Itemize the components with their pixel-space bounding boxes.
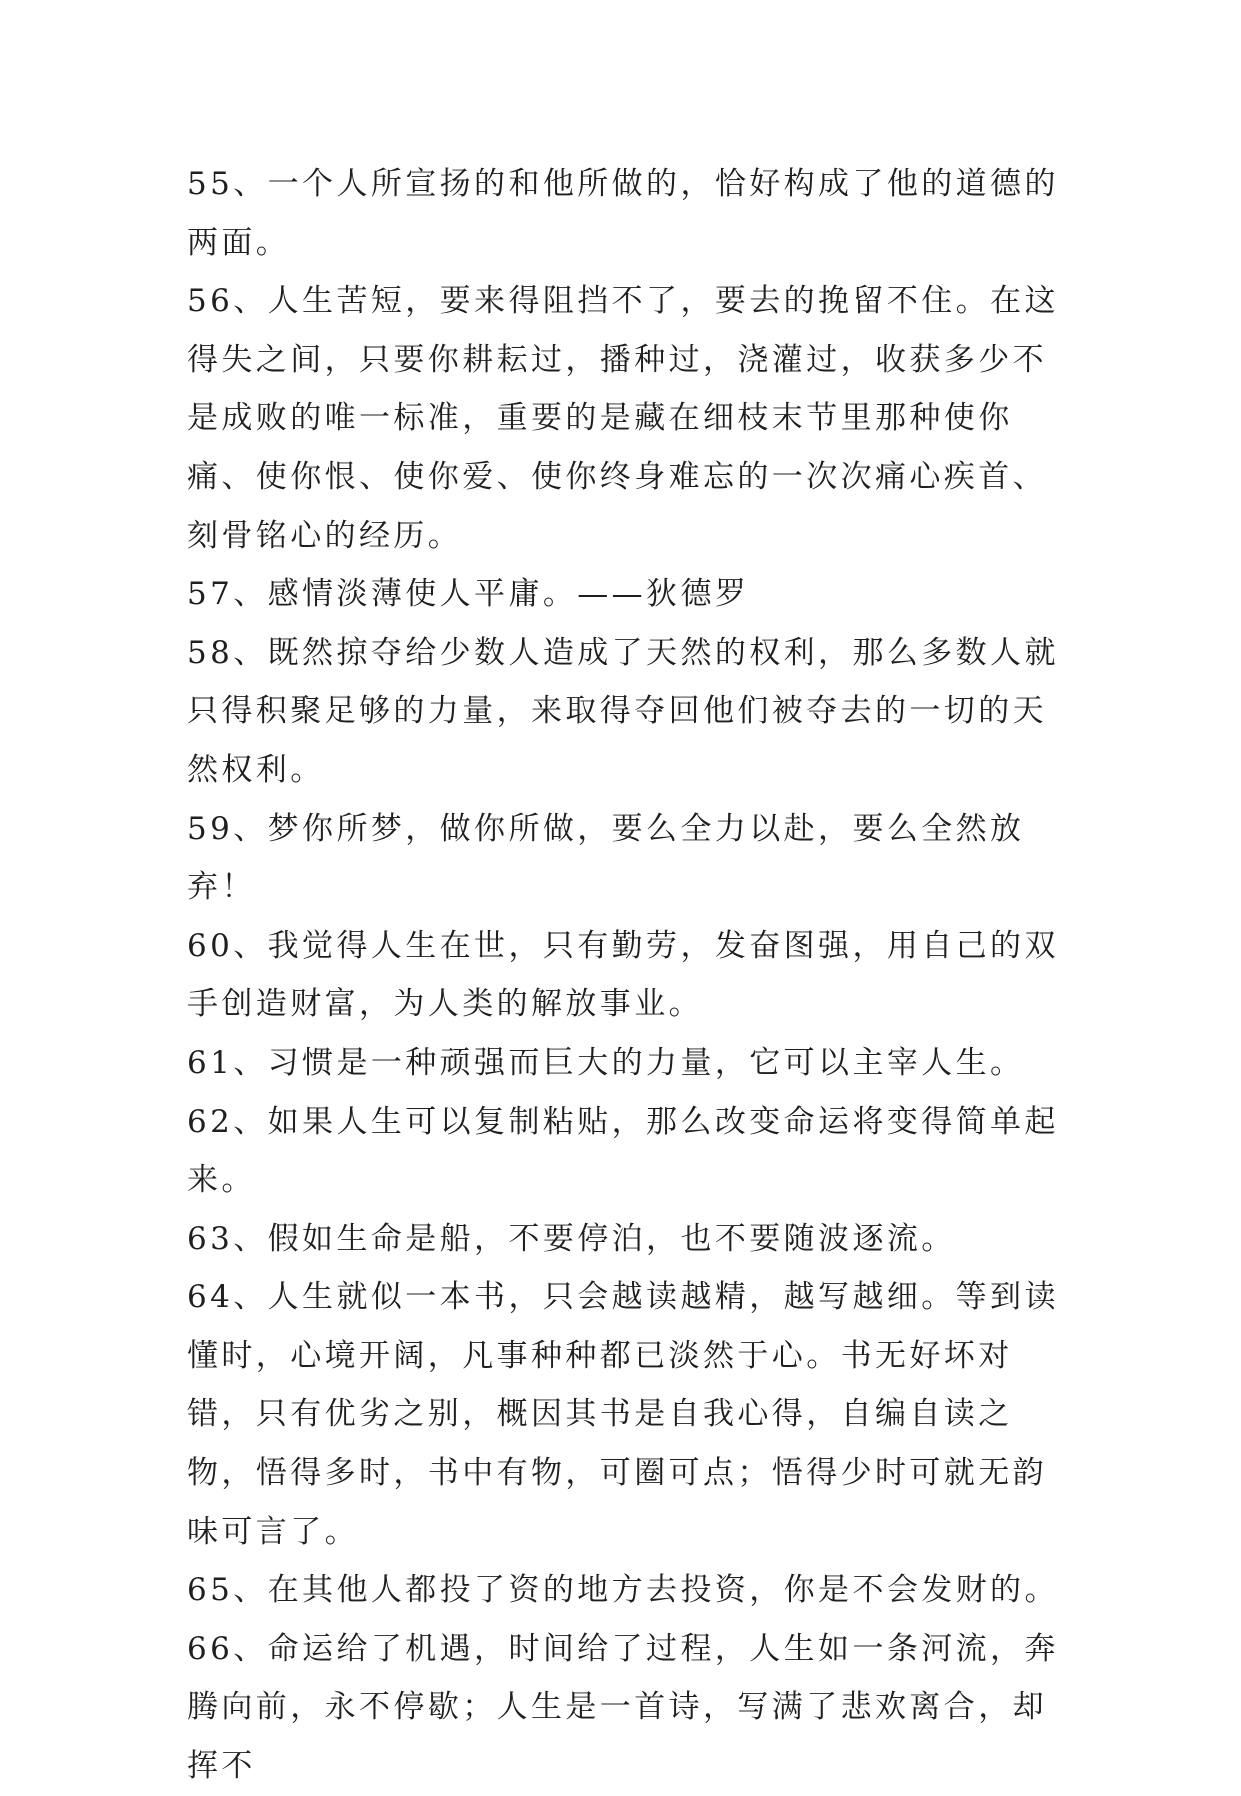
paragraph-57: 57、感情淡薄使人平庸。——狄德罗 <box>187 576 750 613</box>
paragraph-56: 56、人生苦短，要来得阻挡不了，要去的挽留不住。在这得失之间，只要你耕耘过，播种过，浇灌过，收获多少不是成败的唯一标准，重要的是藏在细枝末节里那种使你痛、使你恨、使你爱、使你终身难忘的一次次痛心疾首、刻骨铭心的经历。 <box>187 283 1059 554</box>
paragraph-63: 63、假如生命是船，不要停泊，也不要随波逐流。 <box>187 1220 956 1257</box>
paragraph-62: 62、如果人生可以复制粘贴，那么改变命运将变得简单起来。 <box>187 1103 1059 1199</box>
document-body <box>187 155 1067 1796</box>
paragraph-66: 66、命运给了机遇，时间给了过程，人生如一条河流，奔腾向前，永不停歇；人生是一首诗，写满了悲欢离合，却挥不 <box>187 1630 1059 1785</box>
paragraph-64: 64、人生就似一本书，只会越读越精，越写越细。等到读懂时，心境开阔，凡事种种都已淡然于心。书无好坏对错，只有优劣之别，概因其书是自我心得，自编自读之物，悟得多时，书中有物，可圈可点；悟得少时可就无韵味可言了。 <box>187 1279 1059 1550</box>
paragraph-61: 61、习惯是一种顽强而巨大的力量，它可以主宰人生。 <box>187 1044 1025 1081</box>
paragraph-59: 59、梦你所梦，做你所做，要么全力以赴，要么全然放弃！ <box>187 810 1025 906</box>
paragraph-65: 65、在其他人都投了资的地方去投资，你是不会发财的。 <box>187 1572 1059 1609</box>
paragraph-55: 55、一个人所宣扬的和他所做的，恰好构成了他的道德的两面。 <box>187 166 1059 261</box>
paragraph-60: 60、我觉得人生在世，只有勤劳，发奋图强，用自己的双手创造财富，为人类的解放事业。 <box>187 927 1059 1023</box>
paragraph-58: 58、既然掠夺给少数人造成了天然的权利，那么多数人就只得积聚足够的力量，来取得夺回他们被夺去的一切的天然权利。 <box>187 634 1059 788</box>
